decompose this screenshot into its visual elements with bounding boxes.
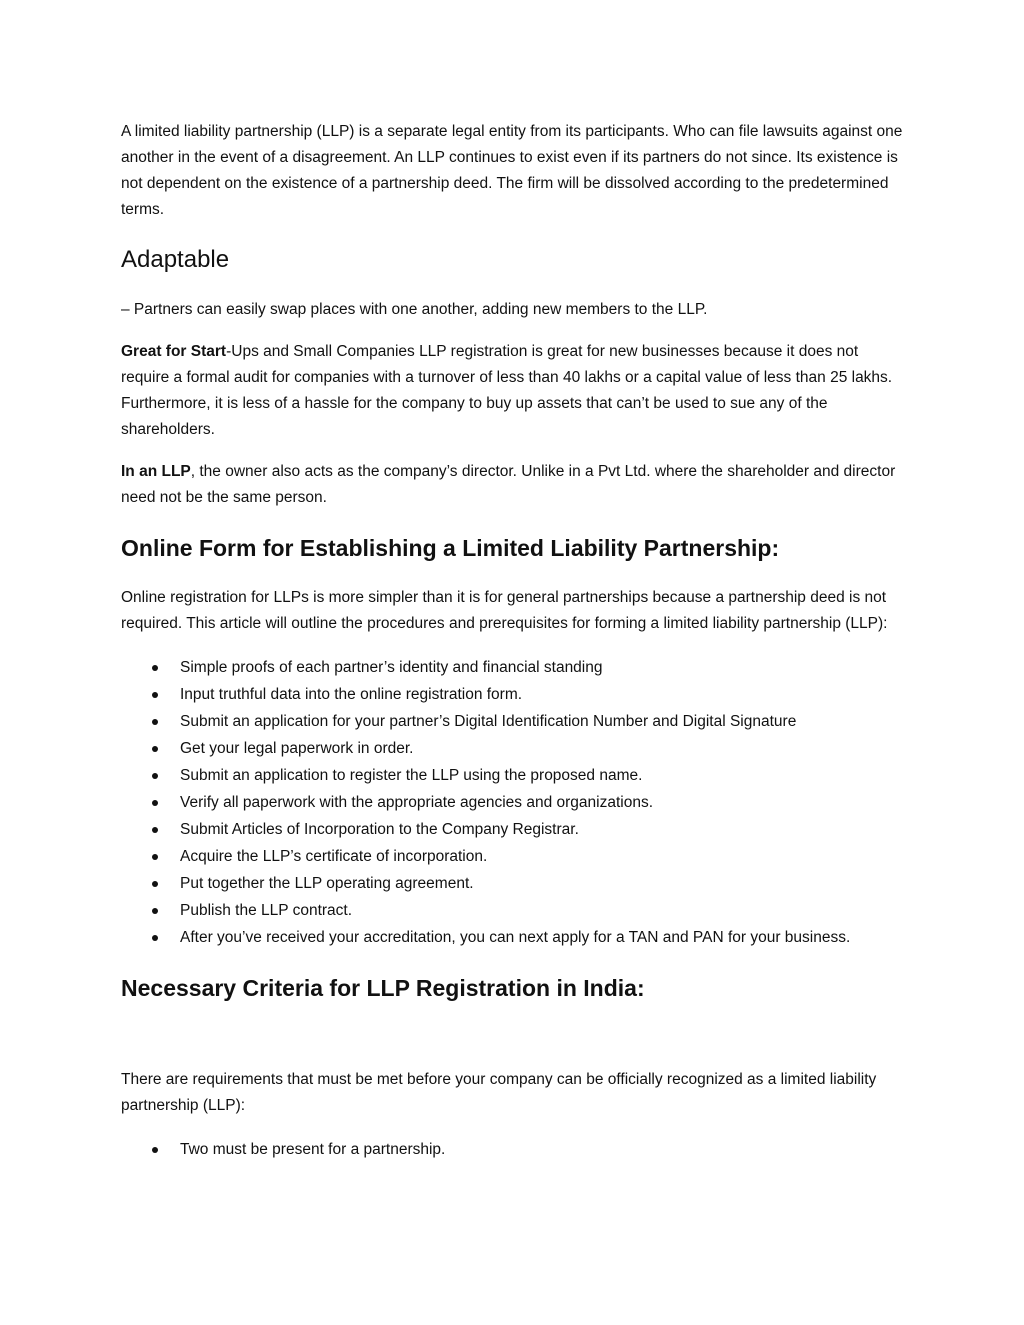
list-item: Submit an application for your partner’s Digital Identification Number and Digital Signature — [121, 709, 905, 735]
online-form-intro: Online registration for LLPs is more simpler than it is for general partnerships because a partnership deed is not required. This article will outline the procedures and prerequisites for forming a limited liability partnership (LLP): — [121, 589, 888, 632]
list-item: Submit Articles of Incorporation to the Company Registrar. — [121, 817, 905, 843]
list-item: Put together the LLP operating agreement. — [121, 871, 905, 897]
bullet-icon — [152, 1147, 158, 1153]
intro-paragraph: A limited liability partnership (LLP) is a separate legal entity from its participants. Who can file lawsuits against one another in the event of a disagreement. An LLP continues to exist even if its partners do not since. Its existence is not dependent on the existence of a partnership deed. The firm will be dissolved according to the predetermined terms. — [121, 123, 903, 218]
bullet-icon — [152, 773, 158, 779]
bullet-icon — [152, 719, 158, 725]
list-item: Verify all paperwork with the appropriate agencies and organizations. — [121, 790, 905, 816]
criteria-list — [121, 1137, 905, 1163]
startups-bold-label: Great for Start — [121, 343, 227, 360]
criteria-intro: There are requirements that must be met before your company can be officially recognized as a limited liability partnership (LLP): — [121, 1071, 877, 1114]
online-form-steps-list — [121, 655, 905, 951]
bullet-icon — [152, 827, 158, 833]
llp-bold-label: In an LLP — [121, 463, 191, 480]
bullet-icon — [152, 746, 158, 752]
bullet-icon — [152, 908, 158, 914]
bullet-icon — [152, 854, 158, 860]
llp-paragraph — [121, 459, 905, 511]
list-item: Submit an application to register the LLP using the proposed name. — [121, 763, 905, 789]
list-item: Acquire the LLP’s certificate of incorporation. — [121, 844, 905, 870]
llp-text: , the owner also acts as the company’s director. Unlike in a Pvt Ltd. where the shareholder and director need not be the same person. — [121, 463, 896, 506]
list-item: Publish the LLP contract. — [121, 898, 905, 924]
list-item: After you’ve received your accreditation, you can next apply for a TAN and PAN for your business. — [121, 925, 905, 951]
adaptable-heading: Adaptable — [121, 246, 230, 273]
list-item: Get your legal paperwork in order. — [121, 736, 905, 762]
startups-text: -Ups and Small Companies LLP registration is great for new businesses because it does not require a formal audit for companies with a turnover of less than 40 lakhs or a capital value of less than 25 lakhs. Furthermore, it is less of a hassle for the company to buy up assets that can’t be used to sue any of the shareholders. — [121, 343, 893, 438]
bullet-icon — [152, 935, 158, 941]
bullet-icon — [152, 665, 158, 671]
startups-paragraph — [121, 339, 905, 443]
bullet-icon — [152, 881, 158, 887]
criteria-heading: Necessary Criteria for LLP Registration in India: — [121, 975, 645, 1001]
list-item: Simple proofs of each partner’s identity and financial standing — [121, 655, 905, 681]
partners-paragraph: – Partners can easily swap places with one another, adding new members to the LLP. — [121, 301, 708, 318]
online-form-heading: Online Form for Establishing a Limited Liability Partnership: — [121, 535, 780, 561]
bullet-icon — [152, 800, 158, 806]
bullet-icon — [152, 692, 158, 698]
spacer — [121, 1003, 905, 1045]
list-item: Two must be present for a partnership. — [121, 1137, 905, 1163]
document-page — [121, 119, 905, 1164]
list-item: Input truthful data into the online registration form. — [121, 682, 905, 708]
